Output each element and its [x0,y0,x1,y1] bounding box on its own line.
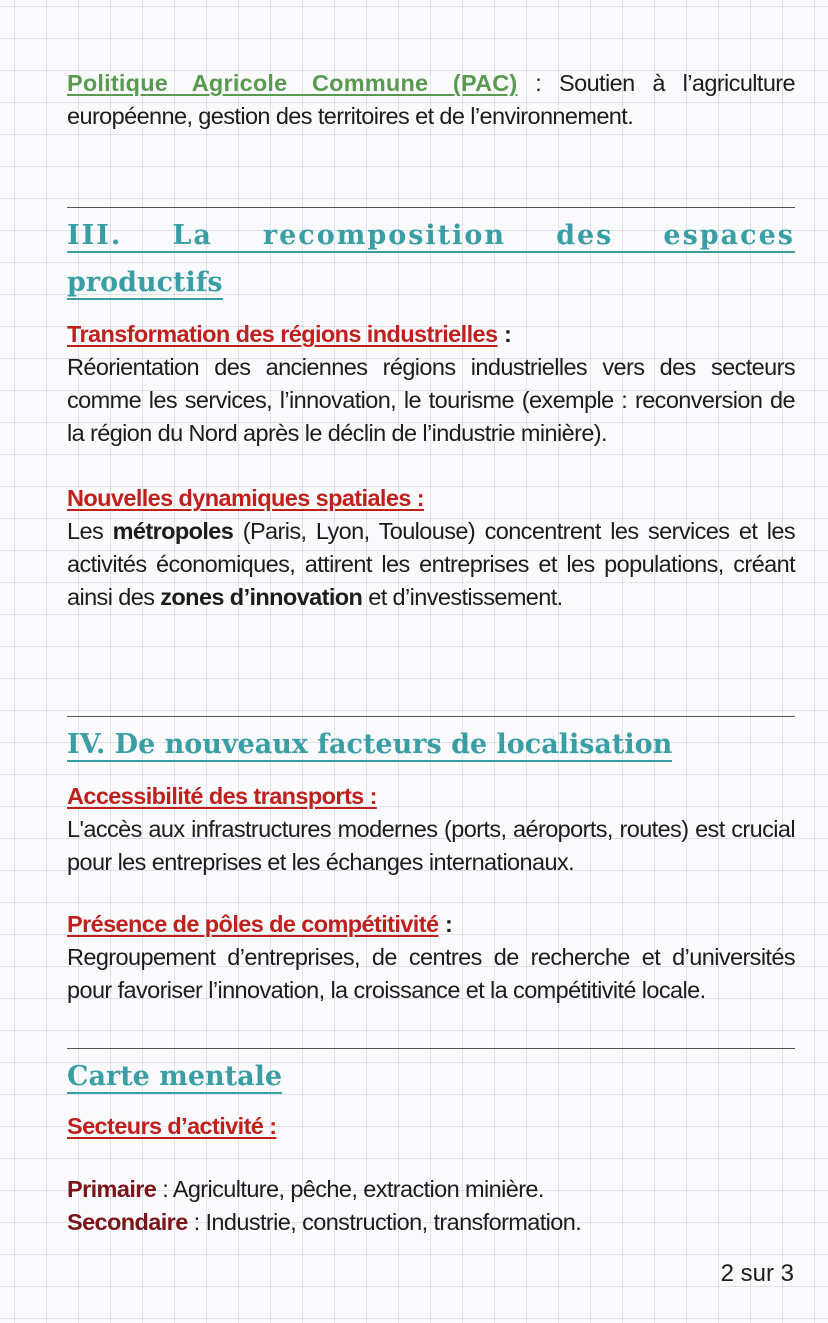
sub-text: Réorientation des anciennes régions industrielles vers des secteurs comme les services, l’innovation, le tourisme (exemple : reconversion de la région du Nord après le déclin de l’industrie minière). [67,354,795,446]
bold-term: zones d’innovation [160,584,363,610]
sub-title: Secteurs d’activité : [67,1113,277,1139]
text-part: et d’investissement. [362,584,563,610]
sub-text: Regroupement d’entreprises, de centres de recherche et d’universités pour favoriser l’innovation, la croissance et la compétitivité locale. [67,944,795,1003]
sub-title: Présence de pôles de compétitivité [67,911,439,937]
pac-paragraph [67,67,795,133]
sub-text [67,515,795,614]
sub-text: L'accès aux infrastructures modernes (ports, aéroports, routes) est crucial pour les entreprises et les échanges internationaux. [67,816,795,875]
text-part: (Paris, Lyon, Toulouse) concentrent les services et les activités économiques, attirent les entreprises et les populations, créant ainsi des [67,518,795,610]
pac-separator: : [517,70,560,96]
section-3-sub2 [67,482,795,614]
section-3-title-line1: III. La recomposition des espaces [67,220,795,251]
divider [67,207,795,208]
item-text: : Agriculture, pêche, extraction minière. [156,1176,544,1202]
sub-title: Accessibilité des transports : [67,783,377,809]
page-number: 2 sur 3 [720,1260,794,1287]
pac-text: Soutien à l’agriculture européenne, gestion des territoires et de l’environnement. [67,70,796,129]
divider [67,716,795,717]
item-label: Primaire [67,1176,157,1202]
item-label: Secondaire [67,1209,188,1235]
divider [67,1048,795,1049]
mindmap-list [67,1173,795,1239]
mindmap-title: Carte mentale [67,1061,283,1092]
section-4-title: IV. De nouveaux facteurs de localisation [67,729,673,760]
section-3-title-line2: productifs [67,267,223,298]
sub-colon: : [497,321,512,347]
sub-colon: : [438,911,453,937]
pac-term: Politique Agricole Commune (PAC) [67,70,518,96]
section-3-sub1 [67,318,795,450]
text-part: Les [67,518,113,544]
sub-title: Transformation des régions industrielles [67,321,498,347]
mindmap-sub [67,1110,795,1143]
section-4-sub2 [67,908,795,1007]
section-4-sub1 [67,780,795,879]
bold-term: métropoles [112,518,234,544]
sub-title: Nouvelles dynamiques spatiales : [67,485,424,511]
list-item [67,1206,795,1239]
list-item [67,1173,795,1206]
item-text: : Industrie, construction, transformation. [187,1209,582,1235]
